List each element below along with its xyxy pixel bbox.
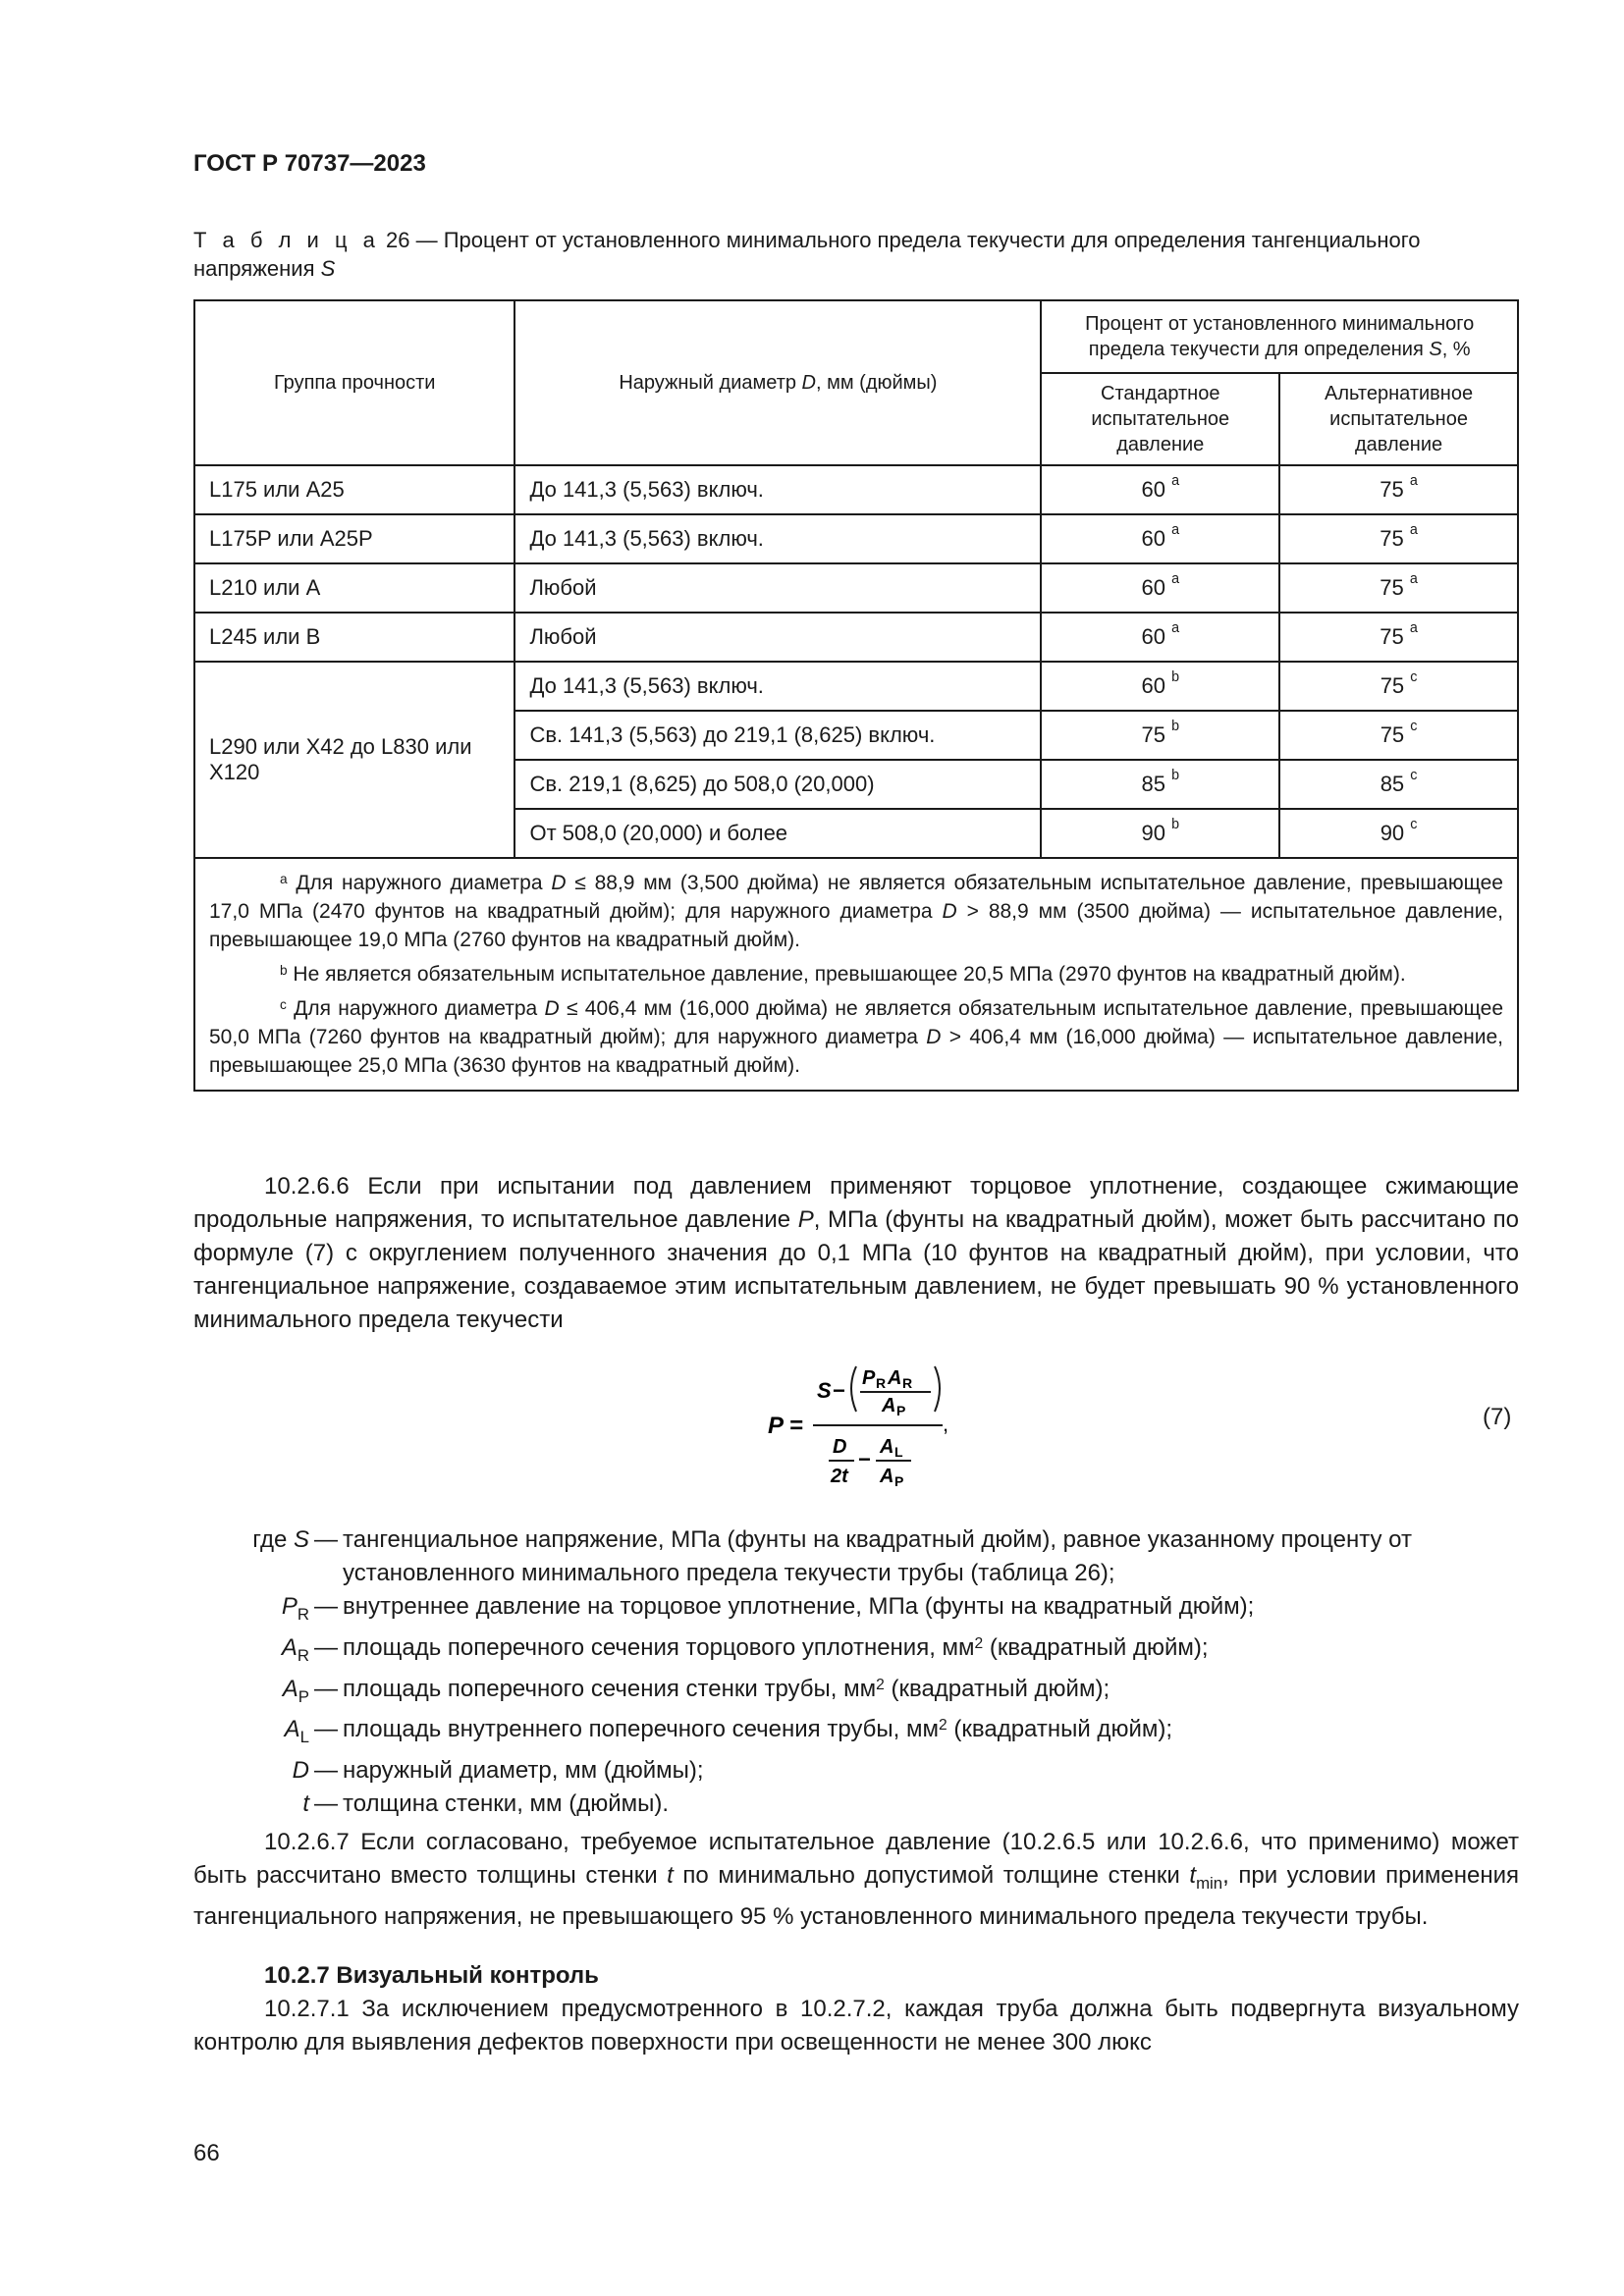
cell-std bbox=[1041, 465, 1279, 514]
cell-group: L245 или B bbox=[194, 613, 514, 662]
note-c-var: D bbox=[926, 1026, 942, 1048]
formula-lhs: P = bbox=[768, 1413, 803, 1439]
p10266-var: P bbox=[797, 1206, 814, 1233]
head-percent-tail: , % bbox=[1441, 339, 1471, 360]
cell-std bbox=[1041, 563, 1279, 613]
p10266-text-2: , МПа (фунты на квадратный дюйм), может быть рассчитано по формуле (7) с округлением полученного значения до 0,1 МПа (10 фунтов на квадратный дюйм), при условии, что тангенциальное напряжение, создаваемое этим испытательным давлением, не будет превышать 90 % установленного минимального предела текучести bbox=[193, 1206, 1520, 1333]
cell-alt bbox=[1279, 760, 1518, 809]
cell-alt bbox=[1279, 563, 1518, 613]
p10267-var-tmin: t bbox=[1189, 1862, 1197, 1889]
formula-PR: P bbox=[862, 1367, 876, 1389]
cell-group: L210 или A bbox=[194, 563, 514, 613]
alt-note: c bbox=[1410, 669, 1418, 685]
formula-AP: A bbox=[882, 1395, 896, 1416]
std-value: 60 bbox=[1141, 575, 1165, 600]
note-a-var: D bbox=[551, 872, 567, 894]
alt-note: a bbox=[1409, 571, 1418, 587]
cell-diameter: До 141,3 (5,563) включ. bbox=[514, 465, 1041, 514]
head-percent-var: S bbox=[1429, 339, 1442, 360]
cell-group: L175 или A25 bbox=[194, 465, 514, 514]
definitions bbox=[193, 1523, 1519, 1821]
note-b bbox=[209, 960, 1503, 988]
alt-value: 75 bbox=[1380, 477, 1404, 502]
note-c-var: D bbox=[544, 997, 560, 1020]
formula-AR: A bbox=[888, 1367, 902, 1389]
alt-value: 75 bbox=[1380, 624, 1404, 649]
table-notes bbox=[194, 858, 1518, 1091]
definition-symbol bbox=[193, 1673, 309, 1714]
head-percent-text: Процент от установленного минимального предела текучести для определения bbox=[1085, 313, 1475, 360]
cell-diameter: Любой bbox=[514, 563, 1041, 613]
alt-value: 75 bbox=[1380, 575, 1404, 600]
cell-alt bbox=[1279, 613, 1518, 662]
def-dash: — bbox=[314, 1716, 338, 1743]
std-note: a bbox=[1171, 473, 1180, 489]
head-group: Группа прочности bbox=[194, 300, 514, 465]
def-dash: — bbox=[314, 1757, 338, 1785]
note-a-text-2: ≤ 88,9 мм (3,500 дюйма) не является обязательным испытательное давление, превышающее 17,0 МПа (2470 фунтов на квадратный дюйм); для наружного диаметра bbox=[209, 872, 1503, 923]
head-percent bbox=[1041, 300, 1518, 373]
section-title-10-2-7: 10.2.7 Визуальный контроль bbox=[264, 1962, 599, 1989]
std-note: a bbox=[1171, 571, 1180, 587]
definition-symbol bbox=[193, 1523, 309, 1590]
alt-note: c bbox=[1410, 817, 1418, 832]
cell-std bbox=[1041, 809, 1279, 858]
formula-D: D bbox=[833, 1436, 847, 1458]
def-sym: A bbox=[284, 1716, 300, 1743]
def-sym: S bbox=[293, 1526, 309, 1553]
head-diameter-var: D bbox=[801, 372, 816, 394]
paragraph-10-2-6-7 bbox=[193, 1826, 1519, 1934]
alt-value: 75 bbox=[1380, 722, 1405, 747]
table-caption bbox=[193, 226, 1519, 283]
def-sup: 2 bbox=[939, 1717, 947, 1735]
cell-group-merged: L290 или X42 до L830 или X120 bbox=[194, 662, 514, 858]
definition-symbol bbox=[193, 1788, 309, 1821]
formula-left-paren bbox=[851, 1366, 856, 1412]
table-row bbox=[194, 563, 1518, 613]
page-number: 66 bbox=[193, 2140, 220, 2166]
definition-item bbox=[193, 1590, 1519, 1631]
formula-AR-sub: R bbox=[902, 1375, 913, 1391]
definition-item bbox=[193, 1788, 1519, 1821]
note-c-mark: c bbox=[280, 997, 287, 1012]
alt-note: c bbox=[1410, 719, 1418, 734]
def-sym: P bbox=[281, 1593, 298, 1620]
formula-PR-sub: R bbox=[876, 1375, 887, 1391]
def-text-main: площадь поперечного сечения торцового уплотнения, мм bbox=[343, 1633, 975, 1661]
formula-minus: − bbox=[833, 1378, 845, 1403]
cell-diameter: Любой bbox=[514, 613, 1041, 662]
def-text-tail: (квадратный дюйм); bbox=[884, 1675, 1110, 1702]
std-value: 90 bbox=[1141, 821, 1165, 845]
def-dash: — bbox=[314, 1633, 338, 1661]
def-sub: R bbox=[297, 1645, 309, 1665]
def-dash: — bbox=[314, 1675, 338, 1702]
std-note: b bbox=[1171, 719, 1180, 734]
cell-alt bbox=[1279, 711, 1518, 760]
cell-group: L175P или A25P bbox=[194, 514, 514, 563]
def-dash: — bbox=[314, 1593, 338, 1620]
note-a-text-1: Для наружного диаметра bbox=[287, 872, 552, 894]
p10267-var-t: t bbox=[667, 1862, 674, 1889]
def-sym: A bbox=[281, 1633, 298, 1661]
head-diameter-text: Наружный диаметр bbox=[619, 372, 802, 394]
table-row bbox=[194, 465, 1518, 514]
note-c-text-2: ≤ 406,4 мм (16,000 дюйма) не является обязательным испытательное давление, превышающее 50,0 МПа (7260 фунтов на квадратный дюйм); для наружного диаметра bbox=[209, 997, 1503, 1048]
std-note: b bbox=[1171, 669, 1180, 685]
note-c-text-3: > 406,4 мм (16,000 дюйма) — испытательное давление, превышающее 25,0 МПа (3630 фунтов на квадратный дюйм). bbox=[209, 1026, 1504, 1077]
table-head-row-1 bbox=[194, 300, 1518, 373]
std-value: 60 bbox=[1141, 673, 1165, 698]
p10267-text-3: , при условии применения тангенциального напряжения, не превышающего 95 % установленного минимального предела текучести трубы. bbox=[193, 1862, 1519, 1930]
note-c bbox=[209, 994, 1503, 1080]
definition-item bbox=[193, 1754, 1519, 1788]
def-text: наружный диаметр, мм (дюймы); bbox=[343, 1757, 704, 1785]
alt-value: 90 bbox=[1380, 821, 1405, 845]
cell-diameter: Св. 219,1 (8,625) до 508,0 (20,000) bbox=[514, 760, 1041, 809]
caption-var: S bbox=[320, 256, 336, 281]
definition-item bbox=[193, 1631, 1519, 1673]
formula-number: (7) bbox=[1483, 1404, 1512, 1430]
cell-alt bbox=[1279, 662, 1518, 711]
alt-note: a bbox=[1409, 473, 1418, 489]
cell-diameter: От 508,0 (20,000) и более bbox=[514, 809, 1041, 858]
definition-item bbox=[193, 1523, 1519, 1590]
def-text bbox=[343, 1631, 1519, 1673]
alt-value: 75 bbox=[1380, 673, 1405, 698]
definition-symbol bbox=[193, 1713, 309, 1754]
note-b-text: Не является обязательным испытательное давление, превышающее 20,5 МПа (2970 фунтов на квадратный дюйм). bbox=[287, 963, 1406, 986]
def-text-main: площадь внутреннего поперечного сечения трубы, мм bbox=[343, 1716, 940, 1743]
cell-diameter: До 141,3 (5,563) включ. bbox=[514, 662, 1041, 711]
def-sub: R bbox=[297, 1604, 309, 1624]
cell-alt bbox=[1279, 809, 1518, 858]
std-note: a bbox=[1171, 522, 1180, 538]
formula-minus-2: − bbox=[858, 1447, 871, 1471]
formula-AP-2: A bbox=[880, 1466, 894, 1487]
p10266-text-1: 10.2.6.6 Если при испытании под давлением применяют торцовое уплотнение, создающее сжимающие продольные напряжения, то испытательное давление bbox=[193, 1173, 1519, 1233]
def-text bbox=[343, 1713, 1519, 1754]
formula-AP-sub: P bbox=[896, 1403, 906, 1418]
std-value: 60 bbox=[1141, 624, 1165, 649]
cell-std bbox=[1041, 613, 1279, 662]
std-note: b bbox=[1171, 768, 1180, 783]
note-c-text-1: Для наружного диаметра bbox=[286, 997, 545, 1020]
table-notes-row bbox=[194, 858, 1518, 1091]
std-value: 60 bbox=[1141, 526, 1165, 551]
def-text-main: площадь поперечного сечения стенки трубы, мм bbox=[343, 1675, 877, 1702]
p10267-text-1: 10.2.6.7 Если согласовано, требуемое испытательное давление (10.2.6.5 или 10.2.6.6, что применимо) может быть рассчитано вместо толщины стенки bbox=[193, 1829, 1519, 1889]
definition-symbol bbox=[193, 1631, 309, 1673]
table-row bbox=[194, 662, 1518, 711]
note-b-mark: b bbox=[280, 963, 288, 978]
definition-item bbox=[193, 1673, 1519, 1714]
paragraph-10-2-7-1: 10.2.7.1 За исключением предусмотренного в 10.2.7.2, каждая труба должна быть подвергнута визуальному контролю для выявления дефектов поверхности при освещенности не менее 300 люкс bbox=[193, 1996, 1519, 2056]
def-text: толщина стенки, мм (дюймы). bbox=[343, 1790, 670, 1818]
head-standard: Стандартное испытательное давление bbox=[1041, 373, 1279, 465]
head-alternative: Альтернативное испытательное давление bbox=[1279, 373, 1518, 465]
formula-7 bbox=[756, 1355, 952, 1492]
definition-symbol bbox=[193, 1754, 309, 1788]
cell-diameter: До 141,3 (5,563) включ. bbox=[514, 514, 1041, 563]
alt-note: a bbox=[1409, 522, 1418, 538]
def-sym: D bbox=[292, 1757, 309, 1785]
def-sym: A bbox=[282, 1675, 298, 1702]
note-a-text-3: > 88,9 мм (3500 дюйма) — испытательное давление, превышающее 19,0 МПа (2760 фунтов на квадратный дюйм). bbox=[209, 900, 1503, 951]
def-dash: — bbox=[314, 1790, 338, 1818]
def-text: внутреннее давление на торцовое уплотнение, МПа (фунты на квадратный дюйм); bbox=[343, 1593, 1255, 1620]
p10267-tmin-sub: min bbox=[1196, 1873, 1223, 1893]
def-sub: L bbox=[299, 1728, 309, 1747]
def-sup: 2 bbox=[876, 1676, 885, 1693]
cell-std bbox=[1041, 760, 1279, 809]
std-note: a bbox=[1171, 620, 1180, 636]
std-value: 60 bbox=[1141, 477, 1165, 502]
def-text-tail: (квадратный дюйм); bbox=[947, 1716, 1173, 1743]
cell-alt bbox=[1279, 514, 1518, 563]
alt-value: 85 bbox=[1380, 772, 1405, 796]
note-a-mark: a bbox=[280, 872, 288, 886]
def-sup: 2 bbox=[974, 1634, 984, 1652]
std-value: 85 bbox=[1141, 772, 1165, 796]
formula-AL: A bbox=[880, 1436, 894, 1458]
std-note: b bbox=[1171, 817, 1180, 832]
cell-alt bbox=[1279, 465, 1518, 514]
formula-right-paren bbox=[935, 1366, 940, 1412]
alt-note: c bbox=[1410, 768, 1418, 783]
def-sub: P bbox=[298, 1686, 309, 1706]
std-value: 75 bbox=[1141, 722, 1165, 747]
table-row bbox=[194, 613, 1518, 662]
def-sym: t bbox=[302, 1790, 309, 1818]
cell-std bbox=[1041, 662, 1279, 711]
where-word: где bbox=[252, 1526, 288, 1553]
cell-diameter: Св. 141,3 (5,563) до 219,1 (8,625) включ. bbox=[514, 711, 1041, 760]
cell-std bbox=[1041, 514, 1279, 563]
alt-note: a bbox=[1409, 620, 1418, 636]
paragraph-10-2-6-6 bbox=[193, 1170, 1519, 1337]
cell-std bbox=[1041, 711, 1279, 760]
alt-value: 75 bbox=[1380, 526, 1404, 551]
definition-item bbox=[193, 1713, 1519, 1754]
formula-AP-2-sub: P bbox=[894, 1473, 904, 1489]
document-header: ГОСТ Р 70737—2023 bbox=[193, 150, 426, 177]
formula-2t: 2t bbox=[831, 1466, 848, 1487]
formula-comma: , bbox=[943, 1412, 949, 1436]
note-a-var: D bbox=[942, 900, 957, 923]
def-text: тангенциальное напряжение, МПа (фунты на квадратный дюйм), равное указанному проценту от установленного минимального предела текучести трубы (таблица 26); bbox=[343, 1526, 1412, 1586]
table-row bbox=[194, 514, 1518, 563]
formula-AL-sub: L bbox=[894, 1444, 903, 1460]
head-diameter-tail: , мм (дюймы) bbox=[816, 372, 938, 394]
table-26 bbox=[193, 299, 1519, 1092]
note-a bbox=[209, 869, 1503, 954]
def-text-tail: (квадратный дюйм); bbox=[983, 1633, 1209, 1661]
def-dash: — bbox=[314, 1526, 338, 1553]
caption-prefix: Т а б л и ц а bbox=[193, 228, 380, 252]
def-text bbox=[343, 1673, 1519, 1714]
p10267-text-2: по минимально допустимой толщине стенки bbox=[673, 1862, 1190, 1889]
formula-S: S bbox=[817, 1378, 832, 1403]
caption-text: 26 — Процент от установленного минимального предела текучести для определения тангенциального напряжения bbox=[193, 228, 1421, 281]
head-diameter bbox=[514, 300, 1041, 465]
definition-symbol bbox=[193, 1590, 309, 1631]
